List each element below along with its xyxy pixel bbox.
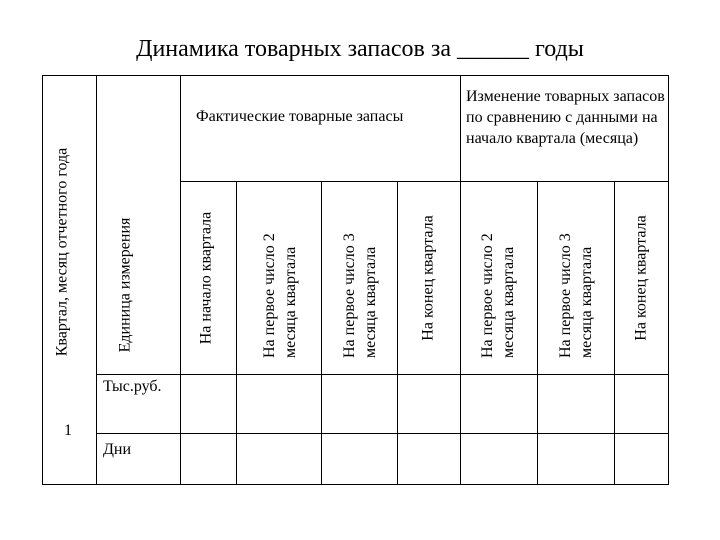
column-header-change-month3: На первое число 3 месяца квартала bbox=[557, 233, 595, 358]
column-header-actual-month3: На первое число 3 месяца квартала bbox=[341, 233, 379, 358]
column-header-actual-start: На начало квартала bbox=[197, 211, 215, 345]
row-header: Квартал, месяц отчетного года bbox=[53, 147, 71, 357]
column-header-change-end: На конец квартала bbox=[632, 215, 650, 341]
table-cell-unit: Дни bbox=[103, 441, 132, 458]
group-header-actual: Фактические товарные запасы bbox=[196, 108, 404, 125]
table-cell-quarter: 1 bbox=[64, 422, 72, 439]
column-header-actual-month2: На первое число 2 месяца квартала bbox=[261, 233, 299, 358]
unit-header: Единица измерения bbox=[116, 217, 134, 353]
column-header-change-month2: На первое число 2 месяца квартала bbox=[479, 233, 517, 358]
table-cell-unit: Тыс.руб. bbox=[103, 378, 162, 395]
group-header-change: Изменение товарных запасов по сравнению с данными на начало квартала (месяца) bbox=[466, 88, 665, 147]
column-header-actual-end: На конец квартала bbox=[419, 215, 437, 341]
page-title: Динамика товарных запасов за ______ годы bbox=[136, 36, 584, 62]
